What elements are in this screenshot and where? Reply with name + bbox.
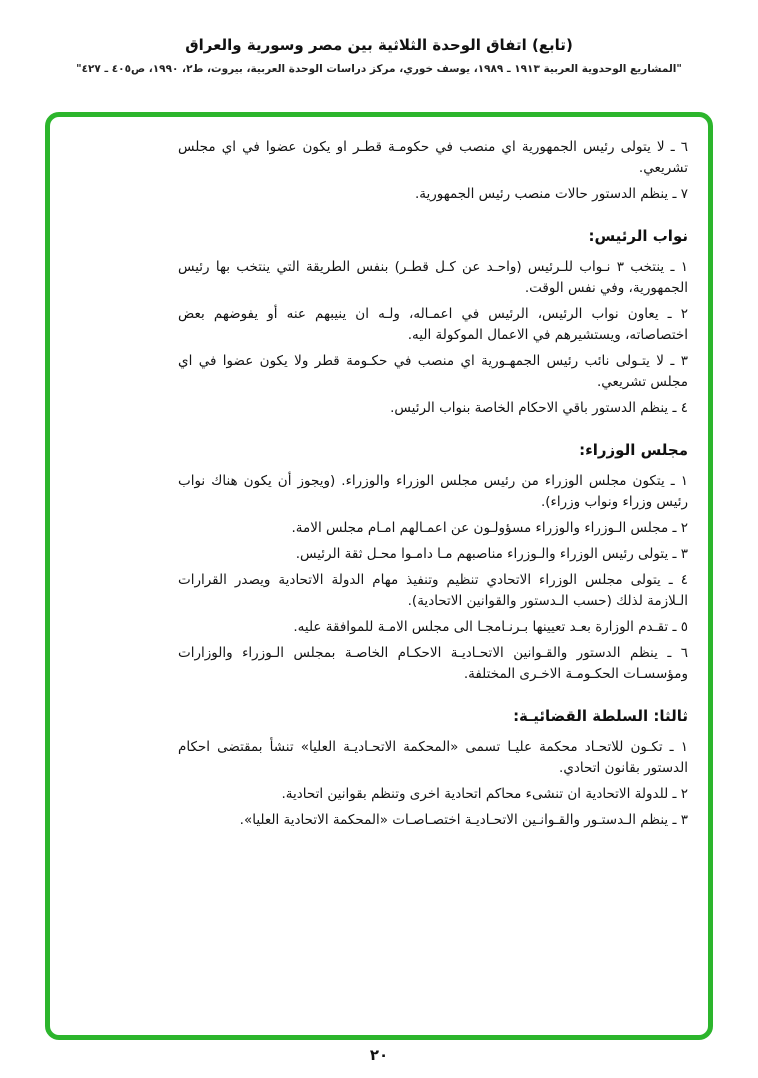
body-paragraph: ٦ ـ ينظم الدستور والقـوانين الاتحـاديـة الاحكـام الخاصـة بمجلس الـوزراء والوزارات ومؤسسـات الحكـومـة الاخـرى المختلفة.	[178, 645, 688, 682]
source-citation: "المشاريع الوحدوية العربية ١٩١٣ ـ ١٩٨٩، يوسف خوري، مركز دراسات الوحدة العربية، بيروت، ط٢، ١٩٩٠، ص٤٠٥ ـ ٤٢٧"	[76, 63, 682, 75]
document-title: (تابع) اتفاق الوحدة الثلاثية بين مصر وسورية والعراق	[185, 36, 573, 54]
body-paragraph: ٥ ـ تقـدم الوزارة بعـد تعيينها بـرنـامجـا الى مجلس الامـة للموافقة عليه.	[293, 619, 688, 635]
section-council-of-ministers	[178, 441, 688, 685]
page-number: ٢٠	[369, 1046, 389, 1064]
body-paragraph: ٢ ـ يعاون نواب الرئيس، الرئيس في اعمـاله، ولـه ان ينيبهم عنه أو يفوضهم بعض اختصاصاته، ويستشيرهم في الاعمال الموكولة اليه.	[178, 306, 688, 343]
section-vice-presidents	[178, 227, 688, 419]
body-paragraph: ٣ ـ ينظم الـدستـور والقـوانـين الاتحـاديـة اختصـاصـات «المحكمة الاتحادية العليا».	[239, 812, 688, 828]
document-header	[0, 0, 758, 75]
body-paragraph: ٣ ـ يتولى رئيس الوزراء والـوزراء مناصبهم مـا دامـوا محـل ثقة الرئيس.	[295, 546, 688, 562]
body-paragraph: ٢ ـ للدولة الاتحادية ان تنشىء محاكم اتحادية اخرى وتنظم بقوانين اتحادية.	[281, 786, 688, 802]
section-heading: نواب الرئيس:	[588, 227, 688, 245]
body-paragraph: ١ ـ ينتخب ٣ نـواب للـرئيس (واحـد عن كـل قطـر) بنفس الطريقة التي ينتخب بها رئيس الجمهورية، وفي نفس الوقت.	[178, 259, 688, 296]
body-paragraph: ٣ ـ لا يتـولى نائب رئيس الجمهـورية اي منصب في حكـومة قطر ولا يكون عضوا في اي مجلس تشريعي.	[178, 353, 688, 390]
body-paragraph: ٤ ـ ينظم الدستور باقي الاحكام الخاصة بنواب الرئيس.	[390, 400, 688, 416]
body-paragraph: ٧ ـ ينظم الدستور حالات منصب رئيس الجمهورية.	[414, 186, 688, 202]
section-heading: مجلس الوزراء:	[579, 441, 688, 459]
body-paragraph: ٤ ـ يتولى مجلس الوزراء الاتحادي تنظيم وتنفيذ مهام الدولة الاتحادية ويصدر القرارات الـلازمة لذلك (حسب الـدستور والقوانين الاتحادية).	[178, 572, 688, 609]
section-judicial-authority	[178, 707, 688, 831]
body-paragraph: ٢ ـ مجلس الـوزراء والوزراء مسؤولـون عن اعمـالهم امـام مجلس الامة.	[291, 520, 688, 536]
content-border-box	[45, 112, 713, 1040]
body-paragraph: ٦ ـ لا يتولى رئيس الجمهورية اي منصب في حكومـة قطـر او يكون عضوا في اي مجلس تشريعي.	[178, 139, 688, 176]
body-paragraph: ١ ـ يتكون مجلس الوزراء من رئيس مجلس الوزراء والوزراء. (ويجوز أن يكون هناك نواب رئيس وزراء ونواب وزراء).	[178, 473, 688, 510]
section-heading: ثالثا: السلطة القضائيـة:	[513, 707, 688, 725]
body-paragraph: ١ ـ تكـون للاتحـاد محكمة عليـا تسمى «المحكمة الاتحـاديـة العليا» تنشأ بمقتضى احكام الدستور بقانون اتحادي.	[178, 739, 688, 776]
intro-items	[178, 137, 688, 205]
